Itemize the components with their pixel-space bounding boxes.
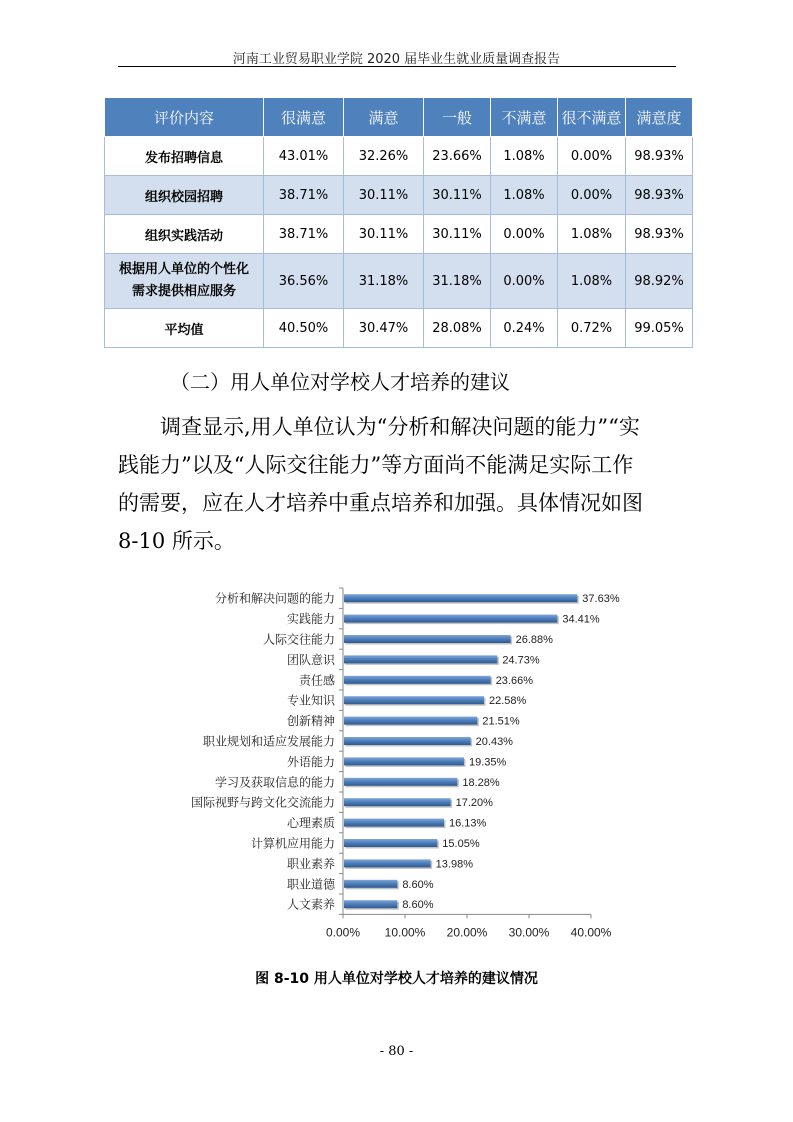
table-row-label: 组织校园招聘 — [105, 176, 264, 215]
table-row-label — [105, 254, 264, 309]
paragraph-line: 调查显示,用人单位认为“分析和解决问题的能力”“实 — [160, 415, 640, 439]
x-tick-label: 40.00% — [570, 925, 612, 940]
data-label: 19.35% — [468, 756, 507, 769]
table-cell: 1.08% — [558, 254, 626, 309]
category-label: 分析和解决问题的能力 — [214, 591, 335, 606]
table-row — [105, 215, 693, 254]
bar — [344, 859, 431, 867]
table-cell: 38.71% — [264, 215, 344, 254]
category-label: 创新精神 — [286, 714, 335, 729]
bar — [344, 594, 577, 602]
table-cell: 30.11% — [424, 215, 491, 254]
data-label: 8.60% — [402, 878, 434, 891]
bar-chart — [0, 570, 793, 950]
bar — [344, 900, 397, 908]
category-label: 职业素养 — [286, 856, 335, 871]
paragraph-line: 的需要，应在人才培养中重点培养和加强。具体情况如图 — [118, 491, 643, 515]
bar — [344, 737, 471, 745]
body-paragraph — [118, 408, 678, 560]
table-cell: 30.11% — [344, 176, 424, 215]
paragraph-line: 践能力”以及“人际交往能力”等方面尚不能满足实际工作 — [118, 453, 634, 477]
category-label: 实践能力 — [286, 612, 335, 627]
page-header: 河南工业贸易职业学院 2020 届毕业生就业质量调查报告 — [232, 52, 561, 67]
table-row-label: 发布招聘信息 — [105, 137, 264, 176]
category-label: 专业知识 — [286, 693, 335, 708]
table-cell: 43.01% — [264, 137, 344, 176]
table-cell: 1.08% — [491, 137, 558, 176]
table-cell: 0.00% — [491, 254, 558, 309]
category-label: 外语能力 — [286, 754, 335, 769]
data-label: 15.05% — [442, 838, 480, 850]
bar — [344, 798, 451, 806]
category-label: 职业道德 — [286, 877, 335, 892]
table-row — [105, 309, 693, 348]
table-cell: 31.18% — [344, 254, 424, 309]
table-cell: 31.18% — [424, 254, 491, 309]
table-cell: 0.24% — [491, 309, 558, 348]
category-label: 计算机应用能力 — [250, 836, 335, 851]
bar — [344, 757, 464, 765]
table-header-cell: 满意度 — [626, 98, 693, 137]
data-label: 21.51% — [482, 715, 520, 728]
bar — [344, 676, 491, 684]
table-header-cell: 很不满意 — [558, 98, 626, 137]
bar — [344, 615, 557, 623]
data-label: 16.13% — [449, 817, 487, 830]
x-tick-label: 0.00% — [325, 925, 361, 940]
bar — [344, 635, 511, 643]
table-row — [105, 176, 693, 215]
table-cell: 30.47% — [344, 309, 424, 348]
table-cell: 28.08% — [424, 309, 491, 348]
category-label: 人文素养 — [286, 897, 335, 912]
table-row-label: 平均值 — [105, 309, 264, 348]
bar — [344, 819, 444, 827]
table-cell: 1.08% — [491, 176, 558, 215]
table-row-label-line: 需求提供相应服务 — [131, 284, 236, 299]
category-label: 责任感 — [298, 673, 335, 688]
page-number: - 80 - — [379, 1044, 414, 1059]
table-cell: 99.05% — [626, 309, 693, 348]
data-label: 8.60% — [402, 899, 434, 912]
bar — [344, 778, 457, 786]
table-cell: 30.11% — [344, 215, 424, 254]
table-cell: 98.93% — [626, 137, 693, 176]
table-header-cell: 满意 — [344, 98, 424, 137]
data-label: 37.63% — [582, 593, 620, 606]
table-cell: 98.93% — [626, 215, 693, 254]
table-row — [105, 137, 693, 176]
table-cell: 0.00% — [558, 137, 626, 176]
data-label: 17.20% — [455, 797, 493, 810]
bar — [344, 717, 477, 725]
table-row-label-line: 根据用人单位的个性化 — [118, 262, 249, 277]
table-cell: 98.92% — [626, 254, 693, 309]
table-cell: 0.00% — [491, 215, 558, 254]
category-label: 职业规划和适应发展能力 — [202, 734, 335, 749]
table-header-cell: 很满意 — [264, 98, 344, 137]
x-tick-label: 30.00% — [508, 925, 550, 940]
table-cell: 23.66% — [424, 137, 491, 176]
bar — [344, 696, 484, 704]
table-cell: 30.11% — [424, 176, 491, 215]
table-cell: 32.26% — [344, 137, 424, 176]
table-cell: 36.56% — [264, 254, 344, 309]
header-rule — [118, 66, 676, 67]
category-label: 人际交往能力 — [262, 632, 335, 647]
data-label: 13.98% — [435, 858, 473, 871]
paragraph-line: 8-10 所示。 — [118, 529, 235, 553]
section-title: （二）用人单位对学校人才培养的建议 — [170, 370, 510, 394]
table-cell: 40.50% — [264, 309, 344, 348]
category-label: 国际视野与跨文化交流能力 — [190, 795, 335, 810]
table-cell: 1.08% — [558, 215, 626, 254]
x-tick-label: 10.00% — [384, 925, 426, 940]
data-label: 24.73% — [502, 654, 540, 667]
data-label: 22.58% — [488, 695, 527, 708]
category-label: 团队意识 — [286, 652, 335, 667]
figure-caption: 图 8-10 用人单位对学校人才培养的建议情况 — [255, 971, 538, 987]
bar — [344, 655, 497, 663]
table-cell: 0.72% — [558, 309, 626, 348]
bar — [344, 880, 397, 888]
category-label: 学习及获取信息的能力 — [214, 775, 335, 790]
table-header-row — [105, 98, 693, 137]
table-header-cell: 不满意 — [491, 98, 558, 137]
table-header-cell: 一般 — [424, 98, 491, 137]
evaluation-table — [104, 97, 693, 348]
x-tick-label: 20.00% — [446, 925, 488, 940]
table-cell: 38.71% — [264, 176, 344, 215]
data-label: 34.41% — [562, 613, 600, 626]
data-label: 26.88% — [515, 634, 553, 646]
category-label: 心理素质 — [286, 816, 335, 831]
table-cell: 98.93% — [626, 176, 693, 215]
data-label: 20.43% — [475, 736, 513, 748]
bar — [344, 839, 437, 847]
table-row-label: 组织实践活动 — [105, 215, 264, 254]
table-row — [105, 254, 693, 309]
table-cell: 0.00% — [558, 176, 626, 215]
data-label: 18.28% — [462, 776, 500, 789]
data-label: 23.66% — [495, 674, 534, 687]
table-header-cell: 评价内容 — [105, 98, 264, 137]
